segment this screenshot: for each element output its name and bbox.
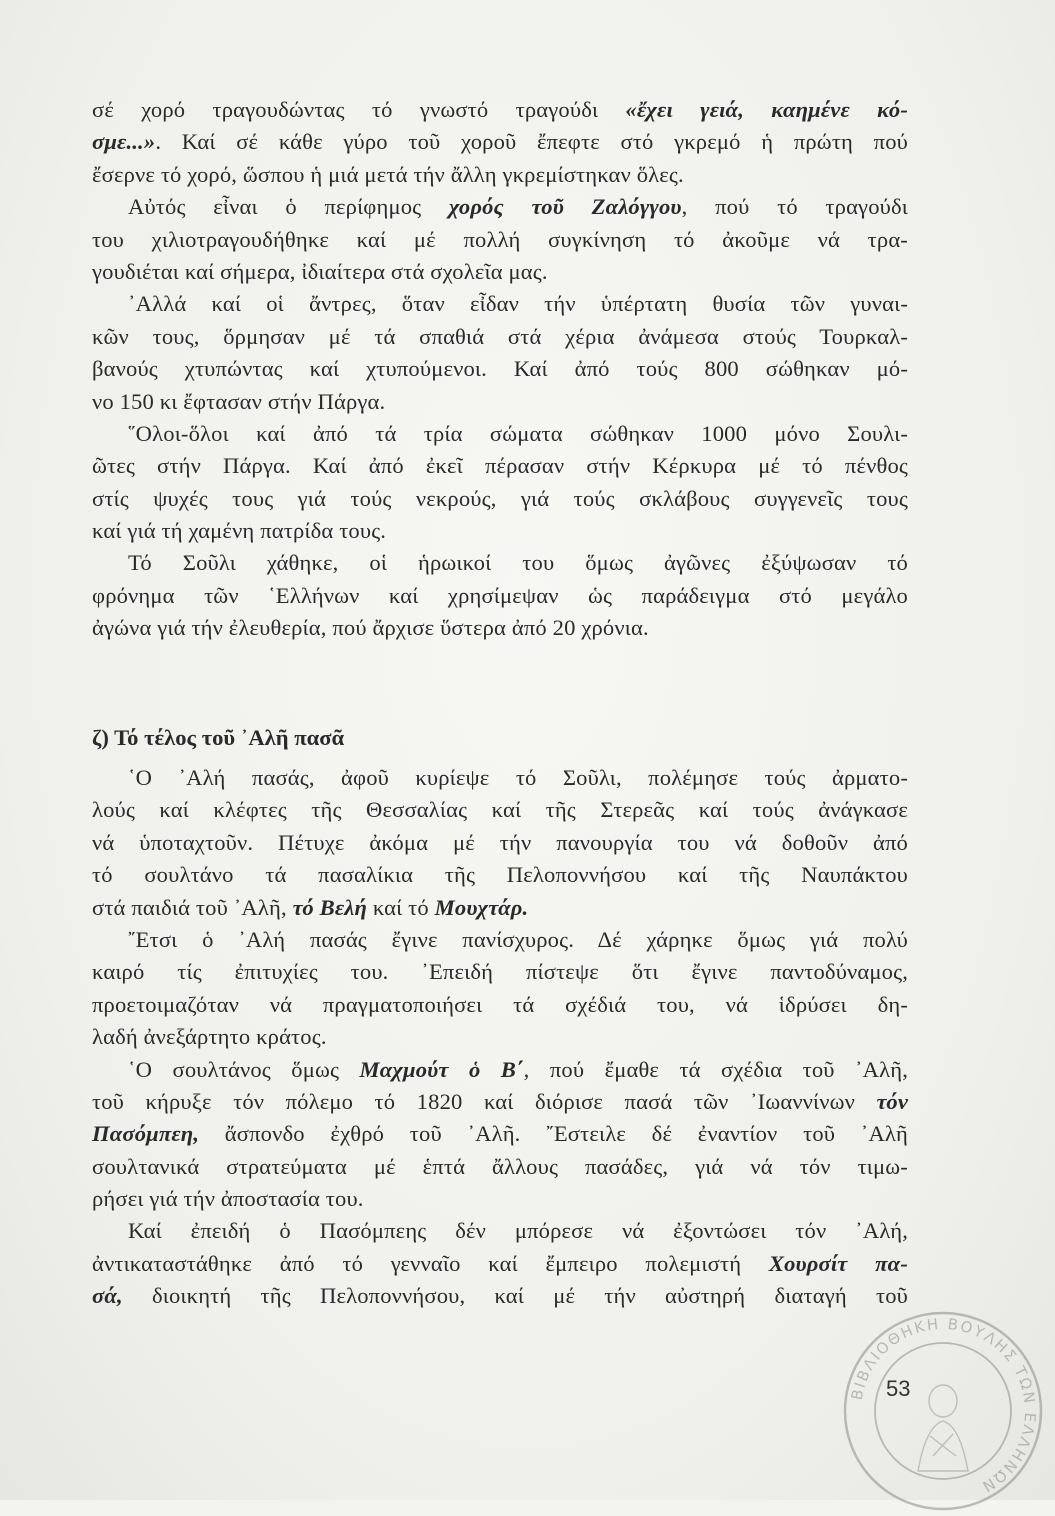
text-line	[92, 1086, 908, 1118]
text-segment: νο 150 κι ἔφτασαν στήν Πάργα.	[92, 388, 386, 414]
text-segment: Αὐτός εἶναι ὁ περίφημος	[128, 194, 449, 220]
text-segment: ἀγώνα γιά τήν ἐλευθερία, πού ἄρχισε ὕστερα ἀπό 20 χρόνια.	[92, 615, 649, 641]
text-line	[92, 256, 908, 288]
text-segment: στά παιδιά τοῦ ᾿Αλῆ,	[92, 894, 293, 920]
text-line	[92, 191, 908, 223]
text-line	[92, 892, 908, 924]
text-segment: προετοιμαζόταν νά πραγματοποιήσει τά σχέδιά του, νά ἱδρύσει δη-	[92, 991, 908, 1017]
text-line	[92, 1054, 908, 1086]
text-segment: τό σουλτάνο τά πασαλίκια τῆς Πελοποννήσου καί τῆς Ναυπάκτου	[92, 862, 908, 888]
text-segment: Καί ἐπειδή ὁ Πασόμπεης δέν μπόρεσε νά ἐξοντώσει τόν ᾿Αλή,	[128, 1218, 908, 1244]
text-line	[92, 386, 908, 418]
text-line	[92, 762, 908, 794]
section-heading: ζ) Τό τέλος τοῦ ᾿Αλῆ πασᾶ	[92, 725, 345, 750]
text-line	[92, 515, 908, 547]
text-line	[92, 827, 908, 859]
text-segment: ρήσει γιά τήν ἀποστασία του.	[92, 1186, 364, 1212]
body-text-block-2	[92, 762, 908, 1313]
emphasized-text: Μαχμούτ ὁ Β΄	[359, 1056, 524, 1082]
text-segment: ῾Ο σουλτάνος ὅμως	[128, 1056, 360, 1082]
text-line	[92, 418, 908, 450]
text-segment: , πού τό τραγούδι	[681, 194, 909, 220]
text-segment: ῾Ο ᾿Αλή πασάς, ἀφοῦ κυρίεψε τό Σοῦλι, πολέμησε τούς ἀρματο-	[128, 765, 908, 790]
text-line	[92, 450, 908, 482]
text-segment: νά ὑποταχτοῦν. Πέτυχε ἀκόμα μέ τήν πανουργία του νά δοθοῦν ἀπό	[92, 829, 908, 855]
emphasized-text: Μουχτάρ.	[434, 894, 529, 920]
text-line	[92, 321, 908, 353]
text-segment: ῶτες στήν Πάργα. Καί ἀπό ἐκεῖ πέρασαν στήν Κέρκυρα μέ τό πένθος	[92, 453, 908, 479]
text-segment: καί γιά τή χαμένη πατρίδα τους.	[92, 518, 387, 544]
text-line	[92, 924, 908, 956]
text-segment: φρόνημα τῶν ῾Ελλήνων καί χρησίμεψαν ὡς παράδειγμα στό μεγάλο	[92, 582, 908, 608]
text-segment: τοῦ κήρυξε τόν πόλεμο τό 1820 καί διόρισε πασά τῶν ᾿Ιωαννίνων	[92, 1088, 877, 1114]
text-segment: . Καί σέ κάθε γύρο τοῦ χοροῦ ἔπεφτε στό γκρεμό ἡ πρώτη πού	[155, 129, 908, 155]
text-segment: καί τό	[367, 894, 435, 920]
text-line	[92, 956, 908, 988]
stamp-text: ΒΙΒΛΙΟΘΗΚΗ ΒΟΥΛΗΣ ΤΩΝ ΕΛΛΗΝΩΝ	[847, 1314, 1040, 1497]
emphasized-text: σά,	[92, 1283, 123, 1309]
emphasized-text: Χουρσίτ πα-	[768, 1250, 908, 1276]
text-segment: διοικητή τῆς Πελοποννήσου, καί μέ τήν αὐστηρή διαταγή τοῦ	[122, 1283, 908, 1309]
text-line	[92, 1183, 908, 1215]
text-segment: καιρό τίς ἐπιτυχίες του. ᾿Επειδή πίστεψε ὅτι ἔγινε παντοδύναμος,	[92, 959, 908, 985]
text-line	[92, 94, 908, 126]
emphasized-text: σμε...»	[92, 129, 156, 155]
text-line	[92, 1021, 908, 1053]
text-line	[92, 1280, 908, 1312]
text-segment: σουλτανικά στρατεύματα μέ ἑπτά ἄλλους πασάδες, γιά νά τόν τιμω-	[92, 1153, 908, 1179]
library-stamp-icon	[838, 1306, 1048, 1516]
page-number: 53	[886, 1376, 911, 1401]
text-segment: ῞Ολοι-ὅλοι καί ἀπό τά τρία σώματα σώθηκαν 1000 μόνο Σουλι-	[128, 420, 908, 446]
emphasized-text: τόν	[876, 1088, 908, 1114]
emphasized-text: τό Βελή	[292, 894, 368, 920]
text-line	[92, 353, 908, 385]
text-line	[92, 547, 908, 579]
text-segment: ἔσερνε τό χορό, ὥσπου ἡ μιά μετά τήν ἄλλη γκρεμίστηκαν ὅλες.	[92, 161, 684, 187]
text-segment: γουδιέται καί σήμερα, ἰδιαίτερα στά σχολεῖα μας.	[92, 258, 548, 284]
text-line	[92, 1151, 908, 1183]
text-line	[92, 288, 908, 320]
text-segment: λαδή ἀνεξάρτητο κράτος.	[92, 1024, 327, 1050]
text-segment: βανούς χτυπώντας καί χτυπούμενοι. Καί ἀπό τούς 800 σώθηκαν μό-	[92, 356, 908, 382]
emphasized-text: χορός τοῦ Ζαλόγγου	[448, 194, 682, 220]
text-segment: του χιλιοτραγουδήθηκε καί μέ πολλή συγκίνηση τό ἀκοῦμε νά τρα-	[92, 226, 908, 252]
text-line	[92, 859, 908, 891]
text-line	[92, 580, 908, 612]
emphasized-text: «ἔχει γειά, καημένε κό-	[625, 97, 908, 122]
text-segment: , πού ἔμαθε τά σχέδια τοῦ ᾿Αλῆ,	[523, 1056, 908, 1082]
text-line	[92, 1215, 908, 1247]
text-segment: στίς ψυχές τους γιά τούς νεκρούς, γιά τούς σκλάβους συγγενεῖς τους	[92, 485, 908, 511]
text-segment: ἀντικαταστάθηκε ἀπό τό γενναῖο καί ἔμπειρο πολεμιστή	[92, 1250, 769, 1276]
text-segment: λούς καί κλέφτες τῆς Θεσσαλίας καί τῆς Στερεᾶς καί τούς ἀνάγκασε	[92, 797, 908, 823]
text-line	[92, 224, 908, 256]
text-segment: ᾿Αλλά καί οἱ ἄντρες, ὅταν εἶδαν τήν ὑπέρτατη θυσία τῶν γυναι-	[128, 291, 908, 317]
emphasized-text: Πασόμπεη,	[92, 1121, 200, 1147]
text-line	[92, 159, 908, 191]
text-line	[92, 1118, 908, 1150]
text-line	[92, 1248, 908, 1280]
text-segment: ἄσπονδο ἐχθρό τοῦ ᾿Αλῆ. ῎Εστειλε δέ ἐναντίον τοῦ ᾿Αλῆ	[199, 1121, 908, 1147]
text-segment: ῎Ετσι ὁ ᾿Αλή πασάς ἔγινε πανίσχυρος. Δέ χάρηκε ὅμως γιά πολύ	[128, 926, 908, 952]
text-segment: Τό Σοῦλι χάθηκε, οἱ ἡρωικοί του ὅμως ἀγῶνες ἐξύψωσαν τό	[128, 550, 908, 576]
text-line	[92, 126, 908, 158]
text-segment: σέ χορό τραγουδώντας τό γνωστό τραγούδι	[92, 97, 626, 122]
text-line	[92, 483, 908, 515]
text-segment: κῶν τους, ὅρμησαν μέ τά σπαθιά στά χέρια ἀνάμεσα στούς Τουρκαλ-	[92, 323, 908, 349]
body-text-block-1	[92, 94, 908, 645]
text-line	[92, 989, 908, 1021]
text-line	[92, 794, 908, 826]
text-line	[92, 612, 908, 644]
